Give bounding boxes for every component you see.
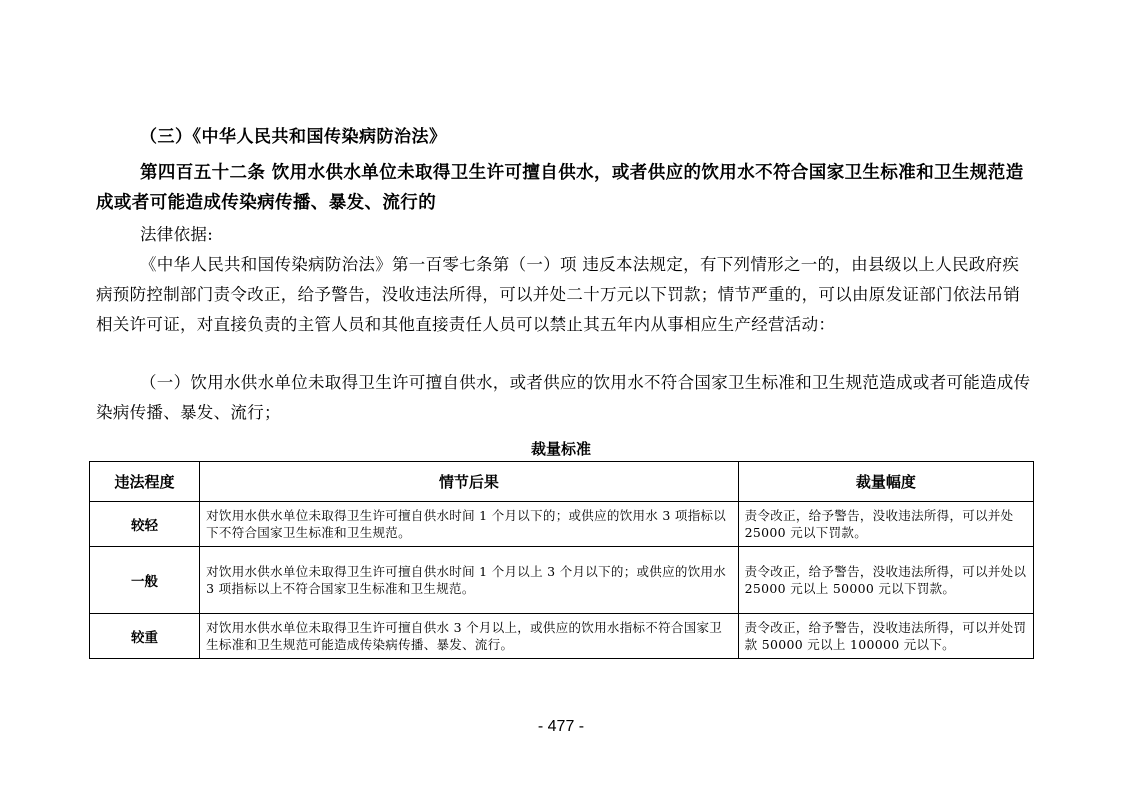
legal-basis-paragraph: 《中华人民共和国传染病防治法》第一百零七条第（一）项 违反本法规定，有下列情形之一的，由县级以上人民政府疾病预防控制部门责令改正，给予警告，没收违法所得，可以并处二十万元以下罚款；情节严重的，可以由原发证部门依法吊销相关许可证，对直接负责的主管人员和其他直接责任人员可以禁止其五年内从事相应生产经营活动：: [96, 255, 1020, 334]
violation-item-paragraph: （一）饮用水供水单位未取得卫生许可擅自供水，或者供应的饮用水不符合国家卫生标准和卫生规范造成或者可能造成传染病传播、暴发、流行；: [96, 373, 1031, 422]
consequence-cell: 对饮用水供水单位未取得卫生许可擅自供水 3 个月以上，或供应的饮用水指标不符合国家卫生标准和卫生规范可能造成传染病传播、暴发、流行。: [200, 614, 739, 659]
table-row: [90, 547, 1034, 614]
header-consequence: 情节后果: [200, 462, 739, 502]
table-row: [90, 614, 1034, 659]
table-caption: 裁量标准: [530, 440, 591, 458]
consequence-cell: 对饮用水供水单位未取得卫生许可擅自供水时间 1 个月以下的；或供应的饮用水 3 项指标以下不符合国家卫生标准和卫生规范。: [200, 502, 739, 547]
consequence-cell: 对饮用水供水单位未取得卫生许可擅自供水时间 1 个月以上 3 个月以下的；或供应的饮用水 3 项指标以上不符合国家卫生标准和卫生规范。: [200, 547, 739, 614]
discretion-standard-table: [89, 461, 1034, 659]
level-cell: 较轻: [90, 502, 200, 547]
level-cell: 较重: [90, 614, 200, 659]
table-row: [90, 502, 1034, 547]
page-number: - 477 -: [537, 718, 585, 735]
range-cell: 责令改正，给予警告，没收违法所得，可以并处罚款 50000 元以上 100000 元以下。: [738, 614, 1033, 659]
header-level: 违法程度: [90, 462, 200, 502]
article-title: 第四百五十二条 饮用水供水单位未取得卫生许可擅自供水，或者供应的饮用水不符合国家卫生标准和卫生规范造成或者可能造成传染病传播、暴发、流行的: [96, 163, 1024, 213]
level-cell: 一般: [90, 547, 200, 614]
header-range: 裁量幅度: [738, 462, 1033, 502]
range-cell: 责令改正，给予警告，没收违法所得，可以并处以 25000 元以上 50000 元以下罚款。: [738, 547, 1033, 614]
range-cell: 责令改正，给予警告，没收违法所得，可以并处 25000 元以下罚款。: [738, 502, 1033, 547]
legal-basis-label: 法律依据:: [140, 225, 214, 244]
section-heading: （三）《中华人民共和国传染病防治法》: [140, 127, 447, 147]
table-header-row: [90, 462, 1034, 502]
